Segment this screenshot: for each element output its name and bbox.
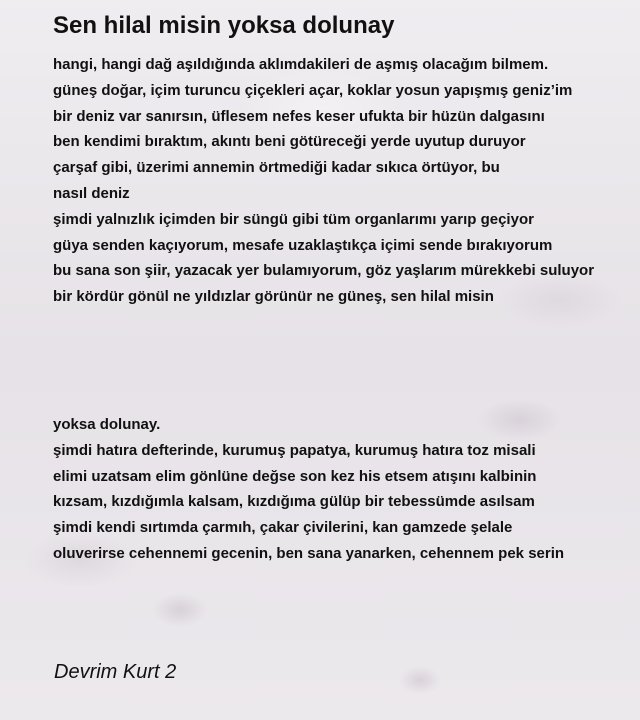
poem-line: bir deniz var sanırsın, üflesem nefes keser ufukta bir hüzün dalgasını <box>53 107 545 125</box>
poem-line: güya senden kaçıyorum, mesafe uzaklaştıkça içimi sende bırakıyorum <box>53 236 553 254</box>
stanza-2 <box>53 412 564 567</box>
page-title: Sen hilal misin yoksa dolunay <box>53 12 395 39</box>
poem-line: şimdi yalnızlık içimden bir süngü gibi tüm organlarımı yarıp geçiyor <box>53 210 534 228</box>
poem-line: oluverirse cehennemi gecenin, ben sana yanarken, cehennem pek serin <box>53 544 565 562</box>
poem-line: yoksa dolunay. <box>53 416 161 433</box>
poem-line: ben kendimi bıraktım, akıntı beni götüreceği yerde uyutup duruyor <box>53 133 526 151</box>
author-name: Devrim Kurt 2 <box>54 661 177 683</box>
stanza-1 <box>53 52 594 310</box>
poem-line: elimi uzatsam elim gönlüne değse son kez his etsem atışını kalbinin <box>53 467 537 485</box>
poem-line: bir kördür gönül ne yıldızlar görünür ne güneş, sen hilal misin <box>53 288 494 306</box>
poem-line: şimdi hatıra defterinde, kurumuş papatya, kurumuş hatıra toz misali <box>53 441 536 459</box>
poem-line: şimdi kendi sırtımda çarmıh, çakar çivilerini, kan gamzede şelale <box>53 519 513 537</box>
poem-line: çarşaf gibi, üzerimi annemin örtmediği kadar sıkıca örtüyor, bu <box>53 159 500 177</box>
poem-line: bu sana son şiir, yazacak yer bulamıyorum, göz yaşlarım mürekkebi suluyor <box>53 262 595 280</box>
poem-line: hangi, hangi dağ aşıldığında aklımdakileri de aşmış olacağım bilmem. <box>53 56 549 73</box>
poem-line: güneş doğar, içim turuncu çiçekleri açar, koklar yosun yapışmış geniz’im <box>53 81 573 99</box>
poem-line: kızsam, kızdığımla kalsam, kızdığıma gülüp bir tebessümde asılsam <box>53 493 535 511</box>
poem-line: nasıl deniz <box>53 184 130 202</box>
